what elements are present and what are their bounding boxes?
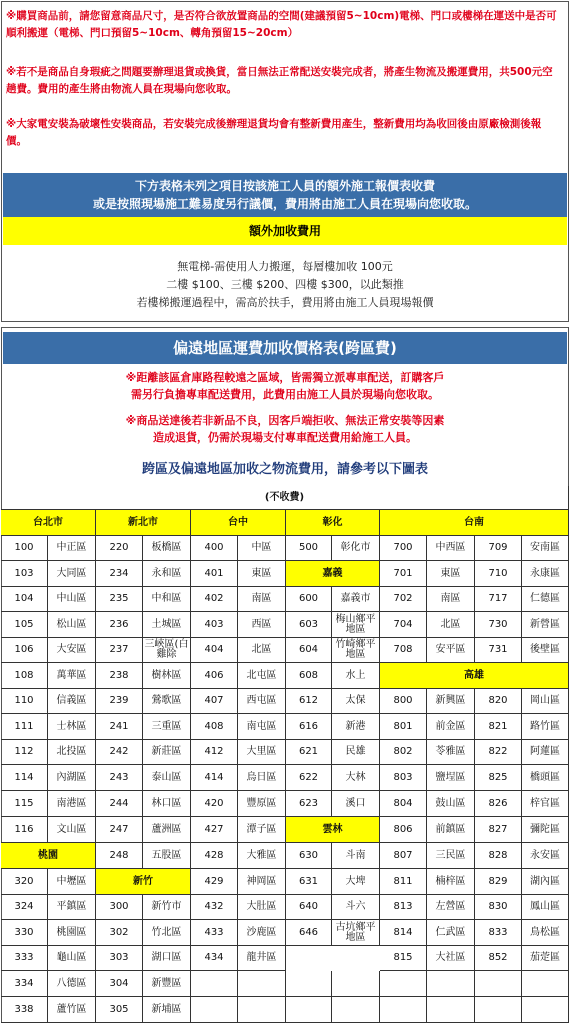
remote-note-line: ※距離該區倉庫路程較遠之區域，皆需獨立派專車配送，訂購客戶 — [125, 371, 445, 384]
region-header-changhua: 彰化 — [286, 510, 380, 536]
postal-code: 813 — [380, 895, 427, 920]
district-name: 梓官區 — [522, 791, 569, 817]
postal-code: 709 — [475, 536, 522, 561]
postal-code: 702 — [380, 587, 427, 612]
postal-code: 406 — [191, 663, 238, 689]
postal-code: 111 — [1, 714, 48, 740]
postal-code: 333 — [1, 946, 48, 971]
district-name: 土城區 — [143, 612, 191, 638]
district-name: 大里區 — [238, 740, 286, 765]
district-name: 路竹區 — [522, 714, 569, 740]
postal-code: 852 — [475, 946, 522, 971]
district-name: 士林區 — [48, 714, 96, 740]
district-name: 大肚區 — [238, 895, 286, 920]
postal-code: 829 — [475, 869, 522, 895]
postal-code: 238 — [96, 663, 143, 689]
district-name: 鳳山區 — [522, 895, 569, 920]
district-name: 五股區 — [143, 843, 191, 869]
district-name: 新興區 — [427, 689, 475, 714]
postal-code: 338 — [1, 997, 48, 1023]
region-header-taichung: 台中 — [191, 510, 286, 536]
district-name: 西屯區 — [238, 689, 286, 714]
no-charge-header: (不收費) — [1, 486, 569, 510]
postal-code: 239 — [96, 689, 143, 714]
district-name: 岡山區 — [522, 689, 569, 714]
district-name: 嘉義市 — [332, 587, 380, 612]
postal-code: 103 — [1, 561, 48, 587]
postal-code: 807 — [380, 843, 427, 869]
district-name: 南區 — [427, 587, 475, 612]
district-name: 南屯區 — [238, 714, 286, 740]
postal-code: 110 — [1, 689, 48, 714]
district-name: 大同區 — [48, 561, 96, 587]
postal-code: 112 — [1, 740, 48, 765]
postal-code: 833 — [475, 920, 522, 946]
district-name: 湖口區 — [143, 946, 191, 971]
district-name: 中和區 — [143, 587, 191, 612]
district-name: 斗南 — [332, 843, 380, 869]
postal-code: 106 — [1, 638, 48, 663]
empty-cell — [522, 997, 569, 1023]
postal-code: 608 — [286, 663, 332, 689]
district-name: 豐原區 — [238, 791, 286, 817]
return-note-line: 造成退貨，仍需於現場支付專車配送費用給施工人員。 — [153, 431, 417, 444]
district-name: 板橋區 — [143, 536, 191, 561]
empty-cell — [475, 971, 522, 997]
district-name: 溪口 — [332, 791, 380, 817]
district-name: 北區 — [238, 638, 286, 663]
district-name: 楠梓區 — [427, 869, 475, 895]
district-name: 大林 — [332, 765, 380, 791]
fee-line: 二樓 $100、三樓 $200、四樓 $300，以此類推 — [166, 278, 404, 291]
district-name: 北投區 — [48, 740, 96, 765]
postal-code: 827 — [475, 817, 522, 843]
fee-line: 若樓梯搬運過程中，需高於扶手，費用將由施工人員現場報價 — [136, 296, 434, 309]
district-name: 前鎮區 — [427, 817, 475, 843]
table-subtitle: 跨區及偏遠地區加收之物流費用，請參考以下圖表 — [141, 462, 428, 477]
district-name: 新埔區 — [143, 997, 191, 1023]
postal-code: 403 — [191, 612, 238, 638]
district-name: 新竹市 — [143, 895, 191, 920]
empty-cell — [427, 997, 475, 1023]
district-name: 中壢區 — [48, 869, 96, 895]
empty-cell — [332, 997, 380, 1023]
district-name: 北屯區 — [238, 663, 286, 689]
postal-code: 600 — [286, 587, 332, 612]
postal-code: 730 — [475, 612, 522, 638]
empty-cell — [238, 971, 286, 997]
postal-code: 244 — [96, 791, 143, 817]
postal-code: 811 — [380, 869, 427, 895]
district-name: 桃園區 — [48, 920, 96, 946]
district-name: 苓雅區 — [427, 740, 475, 765]
postal-code: 646 — [286, 920, 332, 946]
postal-code: 248 — [96, 843, 143, 869]
district-name: 三峽區(白雞除 — [143, 638, 191, 663]
empty-cell — [475, 997, 522, 1023]
postal-code: 247 — [96, 817, 143, 843]
district-name: 鶯歌區 — [143, 689, 191, 714]
district-name: 中正區 — [48, 536, 96, 561]
size-notice: ※購買商品前，請您留意商品尺寸，是否符合欲放置商品的空間(建議預留5~10cm)電梯、門口或樓梯在運送中是否可順利搬運（電梯、門口預留5~10cm、轉角預留15~20cm） — [6, 10, 557, 39]
district-name: 竹崎鄉平地區 — [332, 638, 380, 663]
postal-code: 800 — [380, 689, 427, 714]
district-name: 南港區 — [48, 791, 96, 817]
district-name: 大安區 — [48, 638, 96, 663]
postal-code: 630 — [286, 843, 332, 869]
postal-code: 320 — [1, 869, 48, 895]
postal-code: 631 — [286, 869, 332, 895]
district-name: 八德區 — [48, 971, 96, 997]
postal-code: 100 — [1, 536, 48, 561]
district-name: 前金區 — [427, 714, 475, 740]
district-name: 蘆竹區 — [48, 997, 96, 1023]
fee-info-banner — [3, 173, 567, 217]
postal-code: 603 — [286, 612, 332, 638]
postal-code: 414 — [191, 765, 238, 791]
district-name: 左營區 — [427, 895, 475, 920]
district-name: 新港 — [332, 714, 380, 740]
postal-code: 234 — [96, 561, 143, 587]
empty-cell — [332, 971, 380, 997]
postal-code: 302 — [96, 920, 143, 946]
empty-cell — [380, 971, 427, 997]
district-name: 萬華區 — [48, 663, 96, 689]
empty-cell — [191, 997, 238, 1023]
postal-code: 801 — [380, 714, 427, 740]
district-name: 內湖區 — [48, 765, 96, 791]
district-name: 竹北區 — [143, 920, 191, 946]
district-name: 永康區 — [522, 561, 569, 587]
postal-code: 235 — [96, 587, 143, 612]
postal-code: 825 — [475, 765, 522, 791]
postal-code: 236 — [96, 612, 143, 638]
postal-code: 242 — [96, 740, 143, 765]
district-name: 中區 — [238, 536, 286, 561]
banner-line-1: 下方表格未列之項目按該施工人員的額外施工報價表收費 — [134, 179, 435, 193]
postal-code: 701 — [380, 561, 427, 587]
district-name: 茄萣區 — [522, 946, 569, 971]
district-name: 信義區 — [48, 689, 96, 714]
empty-cell — [427, 971, 475, 997]
district-name: 平鎮區 — [48, 895, 96, 920]
postal-code: 407 — [191, 689, 238, 714]
appliance-notice: ※大家電安裝為破壞性安裝商品，若安裝完成後辦理退貨均會有整新費用產生，整新費用均為收回後由原廠檢測後報價。 — [6, 118, 542, 147]
postal-code: 708 — [380, 638, 427, 663]
district-name: 仁德區 — [522, 587, 569, 612]
postal-code: 412 — [191, 740, 238, 765]
postal-code: 806 — [380, 817, 427, 843]
postal-code: 822 — [475, 740, 522, 765]
postal-code: 427 — [191, 817, 238, 843]
district-name: 阿蓮區 — [522, 740, 569, 765]
postal-code: 500 — [286, 536, 332, 561]
district-name: 彰化市 — [332, 536, 380, 561]
postal-code: 404 — [191, 638, 238, 663]
postal-code: 432 — [191, 895, 238, 920]
district-name: 北區 — [427, 612, 475, 638]
postal-code: 826 — [475, 791, 522, 817]
fee-line: 無電梯-需使用人力搬運，每層樓加收 100元 — [177, 260, 393, 273]
region-header-kaohsiung: 高雄 — [380, 663, 569, 689]
district-name: 梅山鄉平地區 — [332, 612, 380, 638]
postal-code: 305 — [96, 997, 143, 1023]
postal-code: 820 — [475, 689, 522, 714]
district-name: 松山區 — [48, 612, 96, 638]
district-name: 中山區 — [48, 587, 96, 612]
postal-code: 434 — [191, 946, 238, 971]
postal-code: 105 — [1, 612, 48, 638]
district-name: 烏日區 — [238, 765, 286, 791]
district-name: 龜山區 — [48, 946, 96, 971]
district-name: 新豐區 — [143, 971, 191, 997]
empty-cell — [191, 971, 238, 997]
postal-code: 401 — [191, 561, 238, 587]
postal-code: 334 — [1, 971, 48, 997]
postal-code: 108 — [1, 663, 48, 689]
empty-cell — [286, 971, 332, 997]
district-name: 水上 — [332, 663, 380, 689]
district-name: 三民區 — [427, 843, 475, 869]
district-name: 東區 — [238, 561, 286, 587]
postal-code: 710 — [475, 561, 522, 587]
postal-code: 243 — [96, 765, 143, 791]
district-name: 太保 — [332, 689, 380, 714]
postal-code: 604 — [286, 638, 332, 663]
empty-cell — [286, 997, 332, 1023]
district-name: 橋頭區 — [522, 765, 569, 791]
district-name: 斗六 — [332, 895, 380, 920]
postal-code: 115 — [1, 791, 48, 817]
district-name: 彌陀區 — [522, 817, 569, 843]
district-name: 古坑鄉平地區 — [332, 920, 380, 946]
region-header-newtaipei: 新北市 — [96, 510, 191, 536]
district-name: 樹林區 — [143, 663, 191, 689]
region-table — [1, 486, 569, 1023]
postal-code: 237 — [96, 638, 143, 663]
district-name: 神岡區 — [238, 869, 286, 895]
postal-code: 622 — [286, 765, 332, 791]
district-name: 南區 — [238, 587, 286, 612]
district-name: 安南區 — [522, 536, 569, 561]
district-name: 仁武區 — [427, 920, 475, 946]
district-name: 鳥松區 — [522, 920, 569, 946]
district-name: 林口區 — [143, 791, 191, 817]
postal-code: 116 — [1, 817, 48, 843]
postal-code: 428 — [191, 843, 238, 869]
postal-code: 616 — [286, 714, 332, 740]
postal-code: 717 — [475, 587, 522, 612]
postal-code: 821 — [475, 714, 522, 740]
district-name: 文山區 — [48, 817, 96, 843]
postal-code: 700 — [380, 536, 427, 561]
postal-code: 704 — [380, 612, 427, 638]
district-name: 西區 — [238, 612, 286, 638]
district-name: 安平區 — [427, 638, 475, 663]
district-name: 蘆洲區 — [143, 817, 191, 843]
postal-code: 802 — [380, 740, 427, 765]
return-fee-notice: ※若不是商品自身瑕疵之問題要辦理退貨或換貨，當日無法正常配送安裝完成者，將產生物流及搬運費用，共500元空趟費。費用的產生將由物流人員在現場向您收取。 — [6, 66, 553, 95]
postal-code: 114 — [1, 765, 48, 791]
district-name: 湖內區 — [522, 869, 569, 895]
district-name: 新莊區 — [143, 740, 191, 765]
postal-code: 330 — [1, 920, 48, 946]
postal-code: 640 — [286, 895, 332, 920]
postal-code: 300 — [96, 895, 143, 920]
extra-fee-title: 額外加收費用 — [3, 217, 567, 245]
postal-code: 814 — [380, 920, 427, 946]
empty-cell — [238, 997, 286, 1023]
district-name: 永和區 — [143, 561, 191, 587]
remote-title: 偏遠地區運費加收價格表(跨區費) — [3, 332, 567, 364]
postal-code: 241 — [96, 714, 143, 740]
district-name: 泰山區 — [143, 765, 191, 791]
district-name: 三重區 — [143, 714, 191, 740]
region-header-chiayi: 嘉義 — [286, 561, 380, 587]
postal-code: 828 — [475, 843, 522, 869]
postal-code: 429 — [191, 869, 238, 895]
region-header-tainan: 台南 — [380, 510, 569, 536]
banner-line-2: 或是按照現場施工難易度另行議價，費用將由施工人員在現場向您收取。 — [92, 197, 477, 211]
region-header-taipei: 台北市 — [1, 510, 96, 536]
postal-code: 623 — [286, 791, 332, 817]
postal-code: 433 — [191, 920, 238, 946]
notice-panel — [1, 1, 569, 322]
postal-code: 803 — [380, 765, 427, 791]
district-name: 民雄 — [332, 740, 380, 765]
region-header-yunlin: 雲林 — [286, 817, 380, 843]
district-name: 鼓山區 — [427, 791, 475, 817]
district-name: 大社區 — [427, 946, 475, 971]
district-name: 沙鹿區 — [238, 920, 286, 946]
district-name: 大雅區 — [238, 843, 286, 869]
postal-code: 324 — [1, 895, 48, 920]
district-name: 永安區 — [522, 843, 569, 869]
postal-code: 400 — [191, 536, 238, 561]
postal-code: 815 — [380, 946, 427, 971]
empty-cell — [522, 971, 569, 997]
postal-code: 303 — [96, 946, 143, 971]
postal-code: 402 — [191, 587, 238, 612]
remote-note-line: 需另行負擔專車配送費用，此費用由施工人員於現場向您收取。 — [131, 388, 439, 401]
district-name: 中西區 — [427, 536, 475, 561]
district-name: 潭子區 — [238, 817, 286, 843]
postal-code: 621 — [286, 740, 332, 765]
empty-cell — [380, 997, 427, 1023]
district-name: 後壁區 — [522, 638, 569, 663]
region-header-taoyuan: 桃園 — [1, 843, 96, 869]
postal-code: 612 — [286, 689, 332, 714]
district-name: 東區 — [427, 561, 475, 587]
postal-code: 408 — [191, 714, 238, 740]
district-name: 新營區 — [522, 612, 569, 638]
postal-code: 420 — [191, 791, 238, 817]
postal-code: 731 — [475, 638, 522, 663]
return-note-line: ※商品送達後若非新品不良，因客戶端拒收、無法正常安裝等因素 — [125, 414, 445, 427]
postal-code: 220 — [96, 536, 143, 561]
postal-code: 830 — [475, 895, 522, 920]
postal-code: 304 — [96, 971, 143, 997]
postal-code: 104 — [1, 587, 48, 612]
district-name: 龍井區 — [238, 946, 286, 971]
region-header-hsinchu: 新竹 — [96, 869, 191, 895]
district-name: 鹽埕區 — [427, 765, 475, 791]
postal-code: 804 — [380, 791, 427, 817]
district-name: 大埤 — [332, 869, 380, 895]
